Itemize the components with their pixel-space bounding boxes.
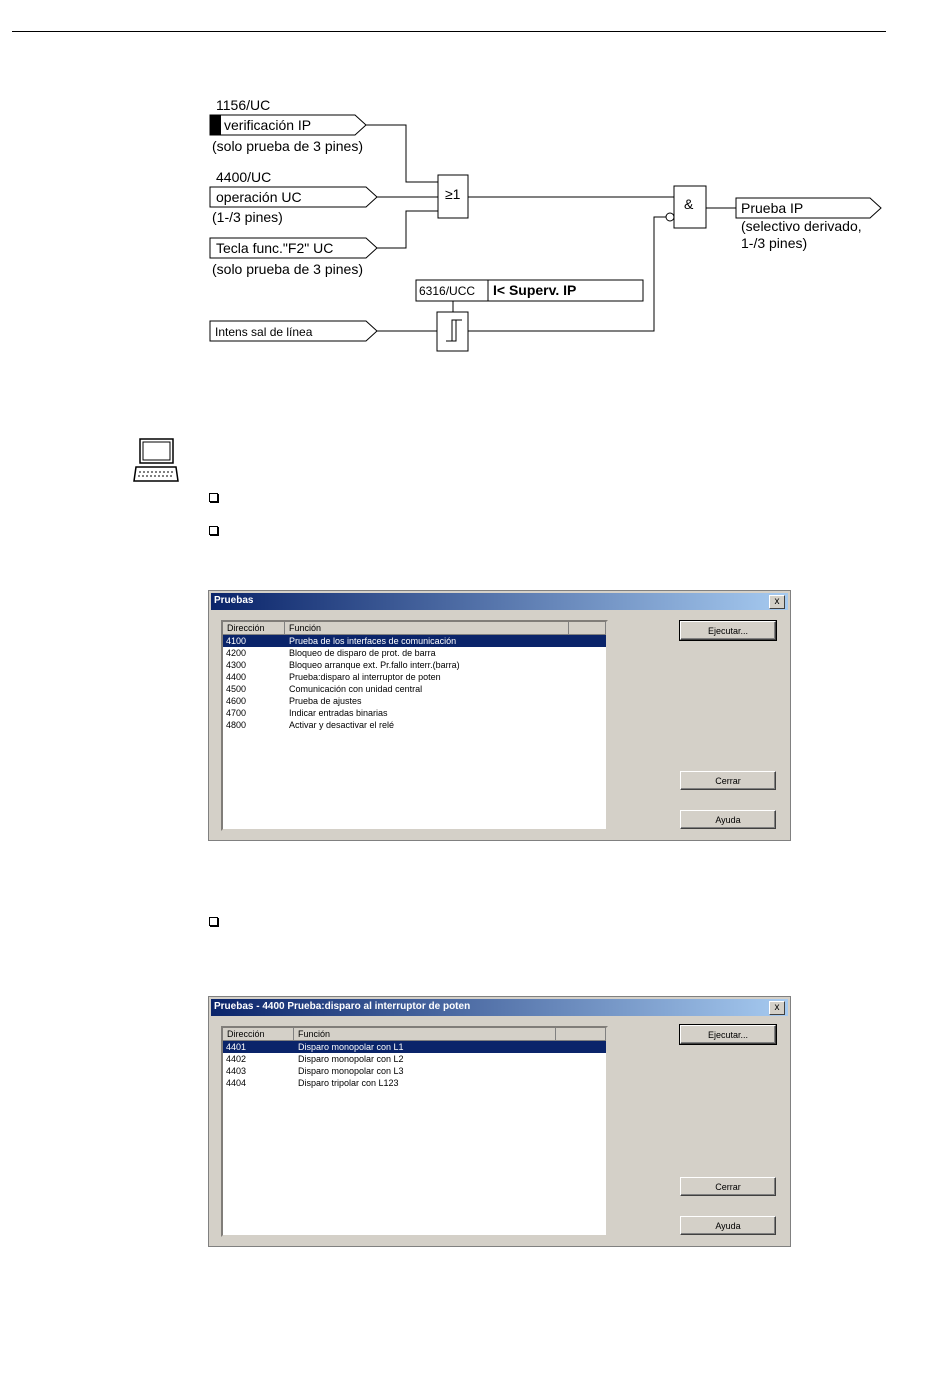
computer-icon [133, 437, 179, 483]
dialog-pruebas-4400 [208, 996, 791, 1247]
close-button[interactable]: Cerrar [680, 1177, 776, 1196]
logic-diagram [0, 0, 950, 380]
output-note-1: (selectivo derivado, [741, 218, 862, 234]
table-row[interactable] [223, 659, 606, 671]
table-row[interactable] [223, 1053, 606, 1065]
in1-label: verificación IP [224, 117, 312, 133]
row-function: Prueba:disparo al interruptor de poten [289, 672, 441, 682]
in2-note: (1-/3 pines) [212, 209, 283, 225]
row-address: 4401 [226, 1042, 247, 1052]
bullet-square-icon [209, 493, 218, 502]
list-header [223, 622, 606, 635]
row-address: 4800 [226, 720, 247, 730]
param-name: I< Superv. IP [493, 282, 577, 298]
in1-code: 1156/UC [216, 97, 271, 113]
table-row[interactable] [223, 1041, 606, 1053]
row-function: Disparo tripolar con L123 [298, 1078, 399, 1088]
row-address: 4100 [226, 636, 247, 646]
close-icon[interactable]: x [769, 595, 785, 609]
col-empty[interactable] [569, 622, 606, 634]
title-bar [211, 999, 788, 1016]
col-function[interactable]: Función [285, 622, 569, 634]
run-button[interactable]: Ejecutar... [680, 1025, 776, 1044]
table-row[interactable] [223, 1065, 606, 1077]
table-row[interactable] [223, 695, 606, 707]
table-row[interactable] [223, 683, 606, 695]
param-code: 6316/UCC [419, 284, 476, 298]
in1-note: (solo prueba de 3 pines) [212, 138, 363, 154]
row-function: Disparo monopolar con L3 [298, 1066, 404, 1076]
row-address: 4700 [226, 708, 247, 718]
table-row[interactable] [223, 671, 606, 683]
table-row[interactable] [223, 635, 606, 647]
subtests-list[interactable] [221, 1026, 608, 1237]
dialog-pruebas [208, 590, 791, 841]
row-function: Prueba de ajustes [289, 696, 362, 706]
and-gate-label: & [684, 196, 694, 212]
row-function: Comunicación con unidad central [289, 684, 423, 694]
row-address: 4500 [226, 684, 247, 694]
run-button[interactable]: Ejecutar... [680, 621, 776, 640]
row-function: Activar y desactivar el relé [289, 720, 395, 730]
in2-label: operación UC [216, 189, 302, 205]
row-address: 4400 [226, 672, 247, 682]
row-function: Bloqueo arranque ext. Pr.fallo interr.(barra) [289, 660, 460, 670]
col-address[interactable]: Dirección [223, 1028, 294, 1040]
row-address: 4402 [226, 1054, 247, 1064]
title-bar [211, 593, 788, 610]
in2-code: 4400/UC [216, 169, 272, 185]
dialog-title: Pruebas [214, 595, 254, 606]
output-note-2: 1-/3 pines) [741, 235, 808, 251]
row-function: Indicar entradas binarias [289, 708, 388, 718]
row-address: 4600 [226, 696, 247, 706]
col-address[interactable]: Dirección [223, 622, 285, 634]
or-gate-label: ≥1 [445, 186, 461, 202]
col-function[interactable]: Función [294, 1028, 556, 1040]
tests-list[interactable] [221, 620, 608, 831]
list-header [223, 1028, 606, 1041]
in4-label: Intens sal de línea [215, 325, 313, 339]
input-marker [210, 115, 221, 135]
bullet-square-icon [209, 917, 218, 926]
table-row[interactable] [223, 707, 606, 719]
row-address: 4404 [226, 1078, 247, 1088]
row-function: Bloqueo de disparo de prot. de barra [289, 648, 436, 658]
in3-label: Tecla func."F2" UC [216, 240, 334, 256]
close-icon[interactable]: x [769, 1001, 785, 1015]
output-label: Prueba IP [741, 200, 804, 216]
table-row[interactable] [223, 647, 606, 659]
help-button[interactable]: Ayuda [680, 1216, 776, 1235]
in3-note: (solo prueba de 3 pines) [212, 261, 363, 277]
row-function: Disparo monopolar con L1 [298, 1042, 404, 1052]
negation-circle [666, 213, 674, 221]
row-function: Prueba de los interfaces de comunicación [289, 636, 457, 646]
row-function: Disparo monopolar con L2 [298, 1054, 404, 1064]
table-row[interactable] [223, 1077, 606, 1089]
help-button[interactable]: Ayuda [680, 810, 776, 829]
close-button[interactable]: Cerrar [680, 771, 776, 790]
col-empty[interactable] [556, 1028, 606, 1040]
table-row[interactable] [223, 719, 606, 731]
bullet-square-icon [209, 526, 218, 535]
row-address: 4403 [226, 1066, 247, 1076]
row-address: 4200 [226, 648, 247, 658]
dialog-title: Pruebas - 4400 Prueba:disparo al interruptor de poten [214, 1001, 471, 1012]
row-address: 4300 [226, 660, 247, 670]
